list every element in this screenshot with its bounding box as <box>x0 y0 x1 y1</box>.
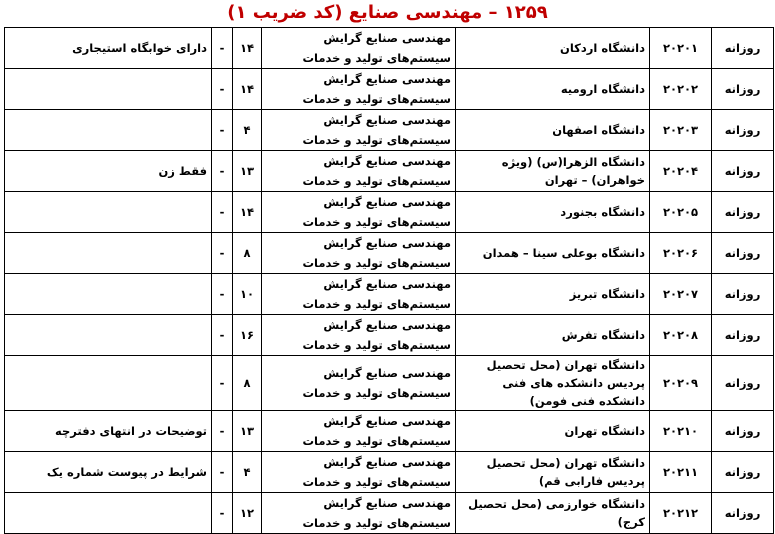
cell-note <box>5 356 212 411</box>
cell-course-type: روزانه <box>712 356 774 411</box>
cell-capacity: ۱۳ <box>233 151 262 192</box>
cell-field: مهندسی صنایع گرایش سیستم‌های تولید و خدمات <box>262 151 456 192</box>
cell-note <box>5 233 212 274</box>
table-row <box>5 356 774 411</box>
programs-table-body <box>5 28 774 534</box>
cell-university: دانشگاه بوعلی سینا – همدان <box>456 233 650 274</box>
cell-field: مهندسی صنایع گرایش سیستم‌های تولید و خدمات <box>262 411 456 452</box>
cell-code: ۲۰۲۰۶ <box>650 233 712 274</box>
cell-course-type: روزانه <box>712 192 774 233</box>
cell-course-type: روزانه <box>712 69 774 110</box>
cell-code: ۲۰۲۰۳ <box>650 110 712 151</box>
cell-note <box>5 192 212 233</box>
cell-field: مهندسی صنایع گرایش سیستم‌های تولید و خدمات <box>262 274 456 315</box>
cell-university: دانشگاه تفرش <box>456 315 650 356</box>
cell-university: دانشگاه اردکان <box>456 28 650 69</box>
cell-field: مهندسی صنایع گرایش سیستم‌های تولید و خدمات <box>262 69 456 110</box>
cell-university: دانشگاه تبریز <box>456 274 650 315</box>
cell-course-type: روزانه <box>712 28 774 69</box>
cell-course-type: روزانه <box>712 315 774 356</box>
table-row <box>5 411 774 452</box>
cell-note <box>5 110 212 151</box>
cell-code: ۲۰۲۰۱ <box>650 28 712 69</box>
cell-capacity: ۱۳ <box>233 411 262 452</box>
cell-dash: - <box>212 69 233 110</box>
cell-university: دانشگاه ارومیه <box>456 69 650 110</box>
cell-capacity: ۱۴ <box>233 28 262 69</box>
cell-dash: - <box>212 28 233 69</box>
table-row <box>5 274 774 315</box>
cell-capacity: ۴ <box>233 452 262 493</box>
cell-capacity: ۱۴ <box>233 69 262 110</box>
cell-university: دانشگاه تهران (محل تحصیل پردیس دانشکده های فنی دانشکده فنی فومن) <box>456 356 650 411</box>
cell-note <box>5 69 212 110</box>
cell-note: توضیحات در انتهای دفترچه <box>5 411 212 452</box>
cell-dash: - <box>212 493 233 534</box>
cell-field: مهندسی صنایع گرایش سیستم‌های تولید و خدمات <box>262 356 456 411</box>
cell-course-type: روزانه <box>712 151 774 192</box>
cell-dash: - <box>212 192 233 233</box>
cell-university: دانشگاه اصفهان <box>456 110 650 151</box>
table-row <box>5 151 774 192</box>
cell-code: ۲۰۲۰۵ <box>650 192 712 233</box>
cell-field: مهندسی صنایع گرایش سیستم‌های تولید و خدمات <box>262 233 456 274</box>
cell-university: دانشگاه خوارزمی (محل تحصیل کرج) <box>456 493 650 534</box>
table-row <box>5 69 774 110</box>
cell-field: مهندسی صنایع گرایش سیستم‌های تولید و خدمات <box>262 192 456 233</box>
cell-dash: - <box>212 233 233 274</box>
cell-course-type: روزانه <box>712 110 774 151</box>
cell-code: ۲۰۲۰۹ <box>650 356 712 411</box>
cell-course-type: روزانه <box>712 452 774 493</box>
cell-dash: - <box>212 110 233 151</box>
table-row <box>5 28 774 69</box>
cell-capacity: ۱۴ <box>233 192 262 233</box>
cell-dash: - <box>212 151 233 192</box>
cell-code: ۲۰۲۱۰ <box>650 411 712 452</box>
cell-field: مهندسی صنایع گرایش سیستم‌های تولید و خدمات <box>262 110 456 151</box>
cell-course-type: روزانه <box>712 274 774 315</box>
table-row <box>5 493 774 534</box>
page-title: ۱۲۵۹ – مهندسی صنایع (کد ضریب ۱) <box>227 2 548 23</box>
cell-code: ۲۰۲۰۲ <box>650 69 712 110</box>
cell-dash: - <box>212 356 233 411</box>
cell-code: ۲۰۲۰۸ <box>650 315 712 356</box>
cell-capacity: ۱۲ <box>233 493 262 534</box>
cell-dash: - <box>212 411 233 452</box>
cell-university: دانشگاه تهران (محل تحصیل پردیس فارابی قم) <box>456 452 650 493</box>
cell-field: مهندسی صنایع گرایش سیستم‌های تولید و خدمات <box>262 493 456 534</box>
cell-capacity: ۱۰ <box>233 274 262 315</box>
cell-course-type: روزانه <box>712 411 774 452</box>
cell-dash: - <box>212 452 233 493</box>
table-row <box>5 315 774 356</box>
cell-note: دارای خوابگاه استیجاری <box>5 28 212 69</box>
table-row <box>5 233 774 274</box>
cell-field: مهندسی صنایع گرایش سیستم‌های تولید و خدمات <box>262 28 456 69</box>
cell-note <box>5 493 212 534</box>
cell-note: فقط زن <box>5 151 212 192</box>
cell-code: ۲۰۲۰۷ <box>650 274 712 315</box>
table-row <box>5 110 774 151</box>
cell-university: دانشگاه تهران <box>456 411 650 452</box>
cell-course-type: روزانه <box>712 493 774 534</box>
cell-university: دانشگاه بجنورد <box>456 192 650 233</box>
cell-note: شرایط در پیوست شماره یک <box>5 452 212 493</box>
cell-field: مهندسی صنایع گرایش سیستم‌های تولید و خدمات <box>262 315 456 356</box>
cell-university: دانشگاه الزهرا(س) (ویژه خواهران) – تهران <box>456 151 650 192</box>
cell-code: ۲۰۲۰۴ <box>650 151 712 192</box>
programs-table <box>4 27 774 534</box>
cell-course-type: روزانه <box>712 233 774 274</box>
cell-code: ۲۰۲۱۲ <box>650 493 712 534</box>
cell-dash: - <box>212 274 233 315</box>
cell-capacity: ۴ <box>233 110 262 151</box>
cell-capacity: ۱۶ <box>233 315 262 356</box>
cell-note <box>5 274 212 315</box>
table-row <box>5 452 774 493</box>
cell-capacity: ۸ <box>233 356 262 411</box>
cell-code: ۲۰۲۱۱ <box>650 452 712 493</box>
cell-field: مهندسی صنایع گرایش سیستم‌های تولید و خدمات <box>262 452 456 493</box>
table-row <box>5 192 774 233</box>
cell-dash: - <box>212 315 233 356</box>
cell-note <box>5 315 212 356</box>
cell-capacity: ۸ <box>233 233 262 274</box>
